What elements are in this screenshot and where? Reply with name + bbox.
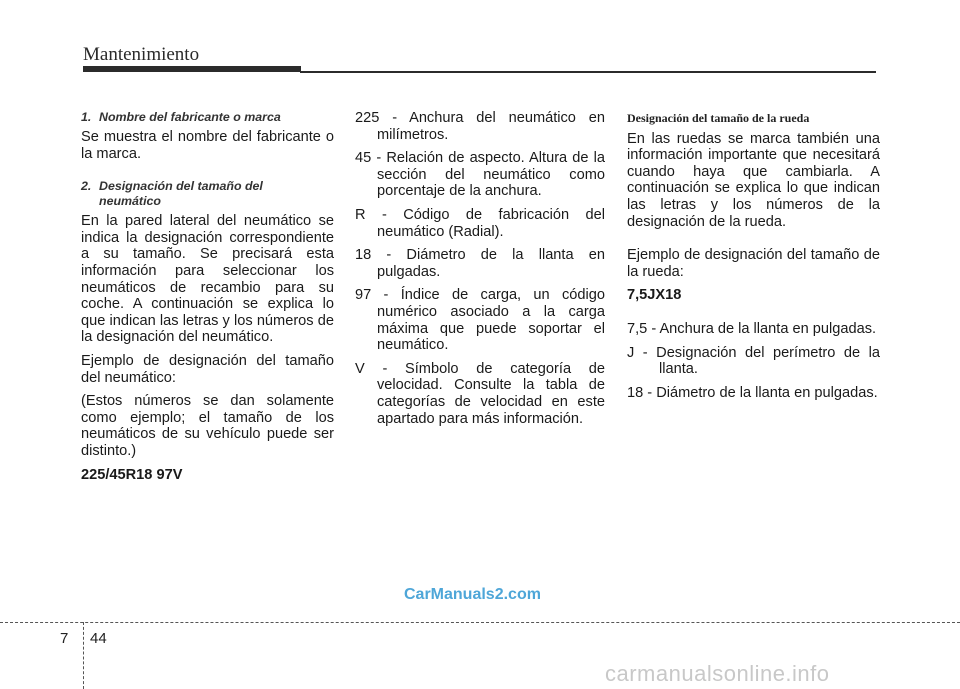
- list-item: 18 - Diámetro de la llanta en pulgadas.: [627, 384, 878, 401]
- paragraph-manufacturer: Se muestra el nombre del fabricante o la marca.: [81, 129, 334, 162]
- column-left: [81, 110, 334, 490]
- footer-watermark: carmanualsonline.info: [605, 661, 830, 686]
- page-number: 44: [90, 630, 107, 647]
- section-title: Mantenimiento: [83, 44, 200, 65]
- list-item: J - Designación del perímetro de la llanta.: [627, 344, 880, 378]
- subheading-number: 1.: [81, 110, 92, 124]
- paragraph-wheel-example: Ejemplo de designación del tamaño de la rueda:: [627, 247, 880, 280]
- list-item: 7,5 - Anchura de la llanta en pulgadas.: [627, 320, 877, 337]
- footer-divider: [0, 622, 960, 623]
- paragraph-size-note: (Estos números se dan solamente como ejemplo; el tamaño de los neumáticos de su vehículo puede ser distinto.): [81, 393, 334, 459]
- subheading-size: [81, 179, 334, 209]
- wheel-size-code: 7,5JX18: [627, 287, 682, 304]
- paragraph-wheel-intro: En las ruedas se marca también una información importante que necesitará cuando haya que cambiarla. A continuación se explica lo que indican las letras y los números de la designación de la rueda.: [627, 130, 880, 230]
- header-rule-thin: [300, 71, 876, 73]
- subheading-manufacturer: [81, 110, 334, 125]
- list-item: R - Código de fabricación del neumático (Radial).: [355, 206, 605, 240]
- list-item: 225 - Anchura del neumático en milímetros.: [355, 110, 605, 143]
- list-item: 97 - Índice de carga, un código numérico asociado a la carga máxima que puede soportar el neumático.: [355, 287, 605, 354]
- list-item: V - Símbolo de categoría de velocidad. Consulte la tabla de categorías de velocidad en este apartado para más información.: [355, 360, 605, 427]
- column-right: [627, 110, 880, 408]
- watermark-link[interactable]: CarManuals2.com: [404, 586, 541, 603]
- footer-vertical-divider: [83, 622, 84, 689]
- column-middle: [355, 110, 605, 434]
- list-item: 18 - Diámetro de la llanta en pulgadas.: [355, 247, 605, 280]
- tire-size-code: 225/45R18 97V: [81, 466, 183, 483]
- paragraph-size-example: Ejemplo de designación del tamaño del neumático:: [81, 352, 334, 386]
- list-item: 45 - Relación de aspecto. Altura de la sección del neumático como porcentaje de la anchura.: [355, 150, 605, 200]
- subheading-number: 2.: [81, 179, 92, 194]
- subheading-wheel-size: Designación del tamaño de la rueda: [627, 111, 810, 125]
- subheading-text: Designación del tamaño del: [99, 179, 263, 194]
- chapter-number: 7: [60, 630, 69, 647]
- subheading-text: Nombre del fabricante o marca: [99, 110, 281, 124]
- header-rule-thick: [83, 66, 301, 72]
- subheading-text-cont: neumático: [99, 194, 161, 209]
- paragraph-size-intro: En la pared lateral del neumático se indica la designación correspondiente a su tamaño. Se precisará esta información para seleccionar los neumáticos de recambio para su coche. A continuación se explica lo que indican las letras y los números de la designación del neumático.: [81, 213, 334, 346]
